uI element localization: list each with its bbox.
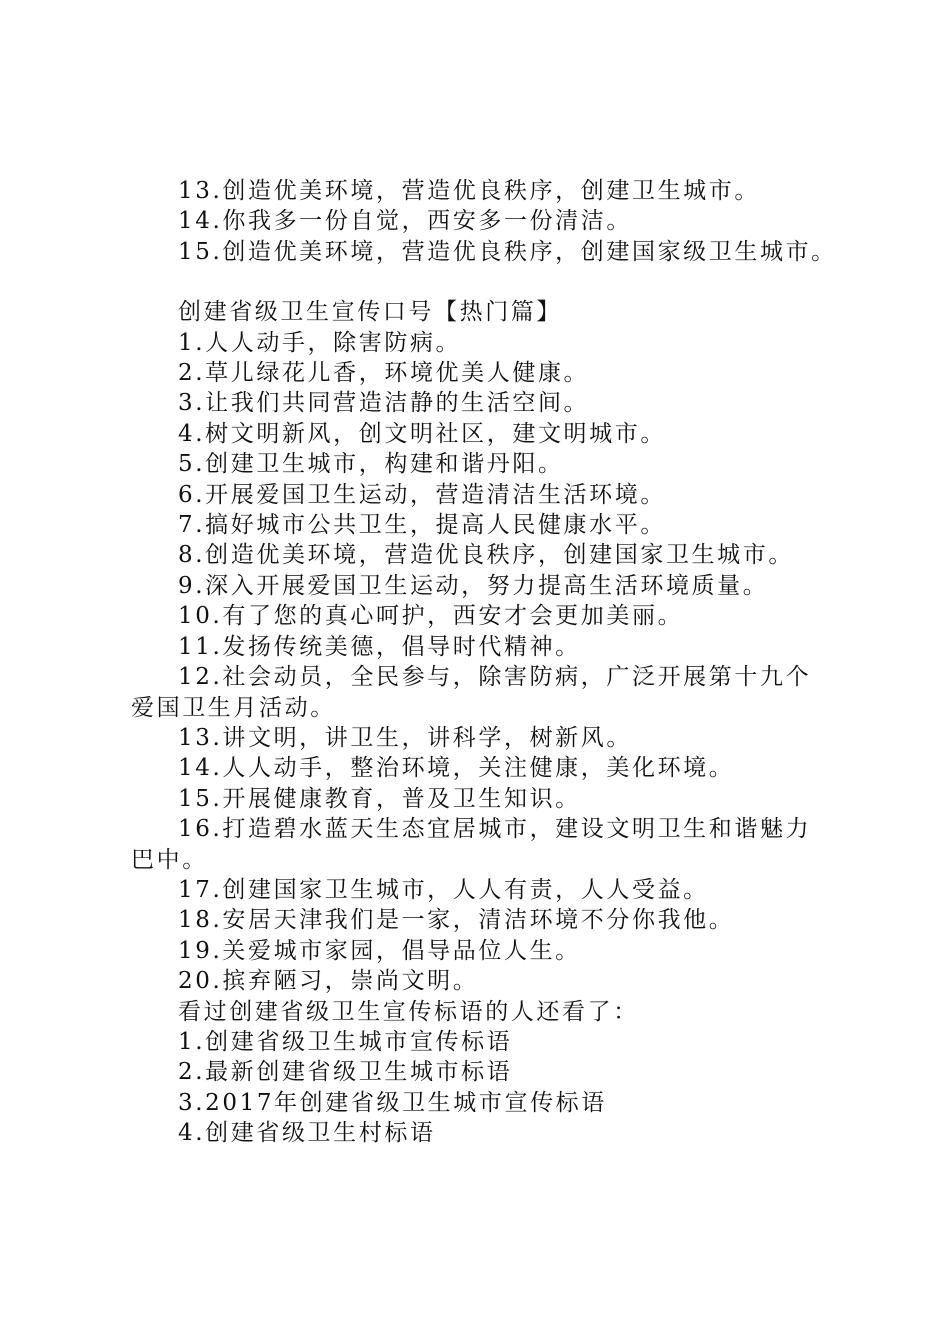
related-link[interactable]: 3.2017年创建省级卫生城市宣传标语 xyxy=(178,1089,607,1116)
related-link[interactable]: 2.最新创建省级卫生城市标语 xyxy=(178,1059,513,1086)
slogan-line: 10.有了您的真心呵护，西安才会更加美丽。 xyxy=(178,603,684,630)
related-link[interactable]: 1.创建省级卫生城市宣传标语 xyxy=(178,1028,513,1055)
slogan-line: 6.开展爱国卫生运动，营造清洁生活环境。 xyxy=(178,481,666,508)
slogan-line-wrapped: 12.社会动员，全民参与，除害防病，广泛开展第十九个爱国卫生月活动。 xyxy=(131,664,812,721)
slogan-line: 13.创造优美环境，营造优良秩序，创建卫生城市。 xyxy=(178,178,760,204)
slogan-line: 5.创建卫生城市，构建和谐丹阳。 xyxy=(178,451,564,478)
slogan-line: 9.深入开展爱国卫生运动，努力提高生活环境质量。 xyxy=(178,572,769,599)
slogan-line: 19.关爱城市家园，倡导品位人生。 xyxy=(178,937,581,964)
related-link[interactable]: 4.创建省级卫生村标语 xyxy=(178,1120,436,1147)
slogan-line: 15.创造优美环境，营造优良秩序，创建国家级卫生城市。 xyxy=(178,238,837,265)
paragraph-gap xyxy=(131,267,833,297)
slogan-line-wrapped: 16.打造碧水蓝天生态宜居城市，建设文明卫生和谐魅力巴中。 xyxy=(131,816,812,873)
document-body xyxy=(131,176,837,1149)
slogan-line: 1.人人动手，除害防病。 xyxy=(178,329,462,356)
slogan-line: 13.讲文明，讲卫生，讲科学，树新风。 xyxy=(178,724,632,751)
slogan-line: 14.人人动手，整治环境，关注健康，美化环境。 xyxy=(178,755,735,782)
slogan-line: 20.摈弃陋习，崇尚文明。 xyxy=(178,968,479,995)
slogan-line: 17.创建国家卫生城市，人人有责，人人受益。 xyxy=(178,876,709,903)
slogan-line: 15.开展健康教育，普及卫生知识。 xyxy=(178,785,581,812)
slogan-line: 11.发扬传统美德，倡导时代精神。 xyxy=(178,633,581,660)
slogan-line: 14.你我多一份自觉，西安多一份清洁。 xyxy=(178,208,632,235)
slogan-line: 7.搞好城市公共卫生，提高人民健康水平。 xyxy=(178,512,666,539)
section-heading: 创建省级卫生宣传口号【热门篇】 xyxy=(178,299,562,326)
slogan-line: 4.树文明新风，创文明社区，建文明城市。 xyxy=(178,420,666,447)
slogan-line: 3.让我们共同营造洁静的生活空间。 xyxy=(178,390,590,417)
related-heading: 看过创建省级卫生宣传标语的人还看了： xyxy=(178,998,639,1025)
slogan-line: 18.安居天津我们是一家，清洁环境不分你我他。 xyxy=(178,907,735,934)
slogan-line: 2.草儿绿花儿香，环境优美人健康。 xyxy=(178,360,590,387)
slogan-line: 8.创造优美环境，营造优良秩序，创建国家卫生城市。 xyxy=(178,542,794,569)
